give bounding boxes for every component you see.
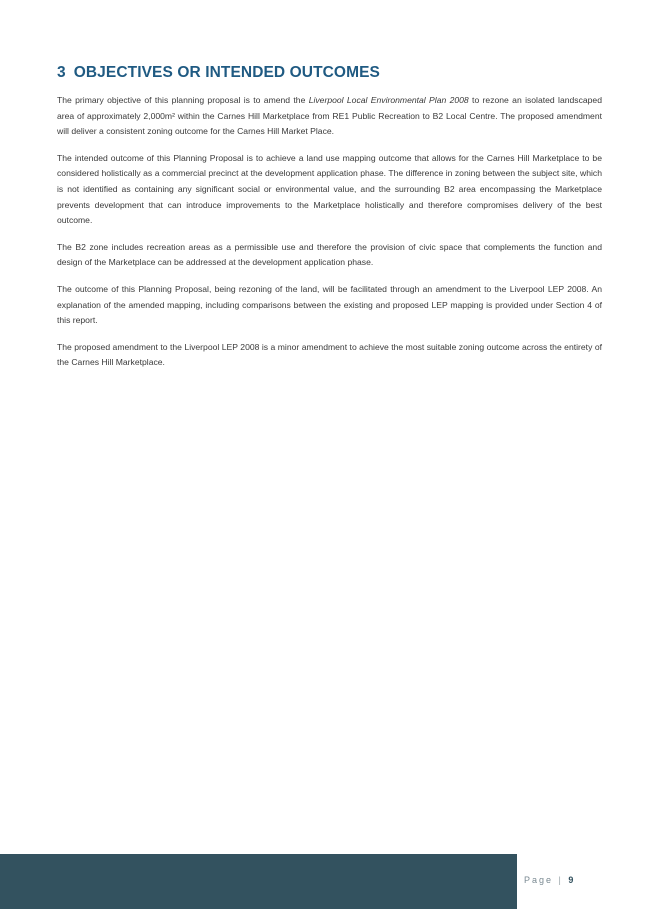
page-content [57, 64, 602, 382]
plan-title-emphasis: Liverpool Local Environmental Plan 2008 [308, 95, 469, 105]
footer-band [0, 854, 517, 909]
paragraph-4: The outcome of this Planning Proposal, being rezoning of the land, will be facilitated through an amendment to the Liverpool LEP 2008. An explanation of the amended mapping, including comparisons between the existing and proposed LEP mapping is provided under Section 4 of this report. [57, 283, 602, 326]
paragraph-1-start: The primary objective of this planning proposal is to amend the [57, 95, 309, 105]
section-number: 3 [57, 64, 66, 81]
paragraph-5: The proposed amendment to the Liverpool LEP 2008 is a minor amendment to achieve the most suitable zoning outcome across the entirety of the Carnes Hill Marketplace. [57, 341, 602, 368]
page-separator: | [558, 875, 563, 885]
page-number: 9 [568, 875, 574, 885]
paragraph-1-end: to rezone an isolated landscaped area of approximately 2,000m² within the Carnes Hill Marketplace from RE1 Public Recreation to B2 Local Centre. The proposed amendment will deliver a consistent zoning outcome for the Carnes Hill Market Place. [57, 95, 602, 137]
section-heading [57, 64, 602, 82]
section-title: OBJECTIVES OR INTENDED OUTCOMES [73, 64, 380, 81]
paragraph-3: The B2 zone includes recreation areas as a permissible use and therefore the provision of civic space that complements the function and design of the Marketplace can be addressed at the development application phase. [57, 241, 602, 268]
page-number-label [524, 875, 573, 885]
paragraph-2: The intended outcome of this Planning Proposal is to achieve a land use mapping outcome that allows for the Carnes Hill Marketplace to be considered holistically as a commercial precinct at the development application phase. The difference in zoning between the subject site, which is not identified as containing any significant social or environmental value, and the surrounding B2 area encompassing the Marketplace prevents development that can introduce improvements to the Marketplace holistically and therefore compromises delivery of the best outcome. [57, 152, 602, 226]
page-word: Page [524, 875, 554, 885]
paragraph-1 [57, 93, 602, 140]
